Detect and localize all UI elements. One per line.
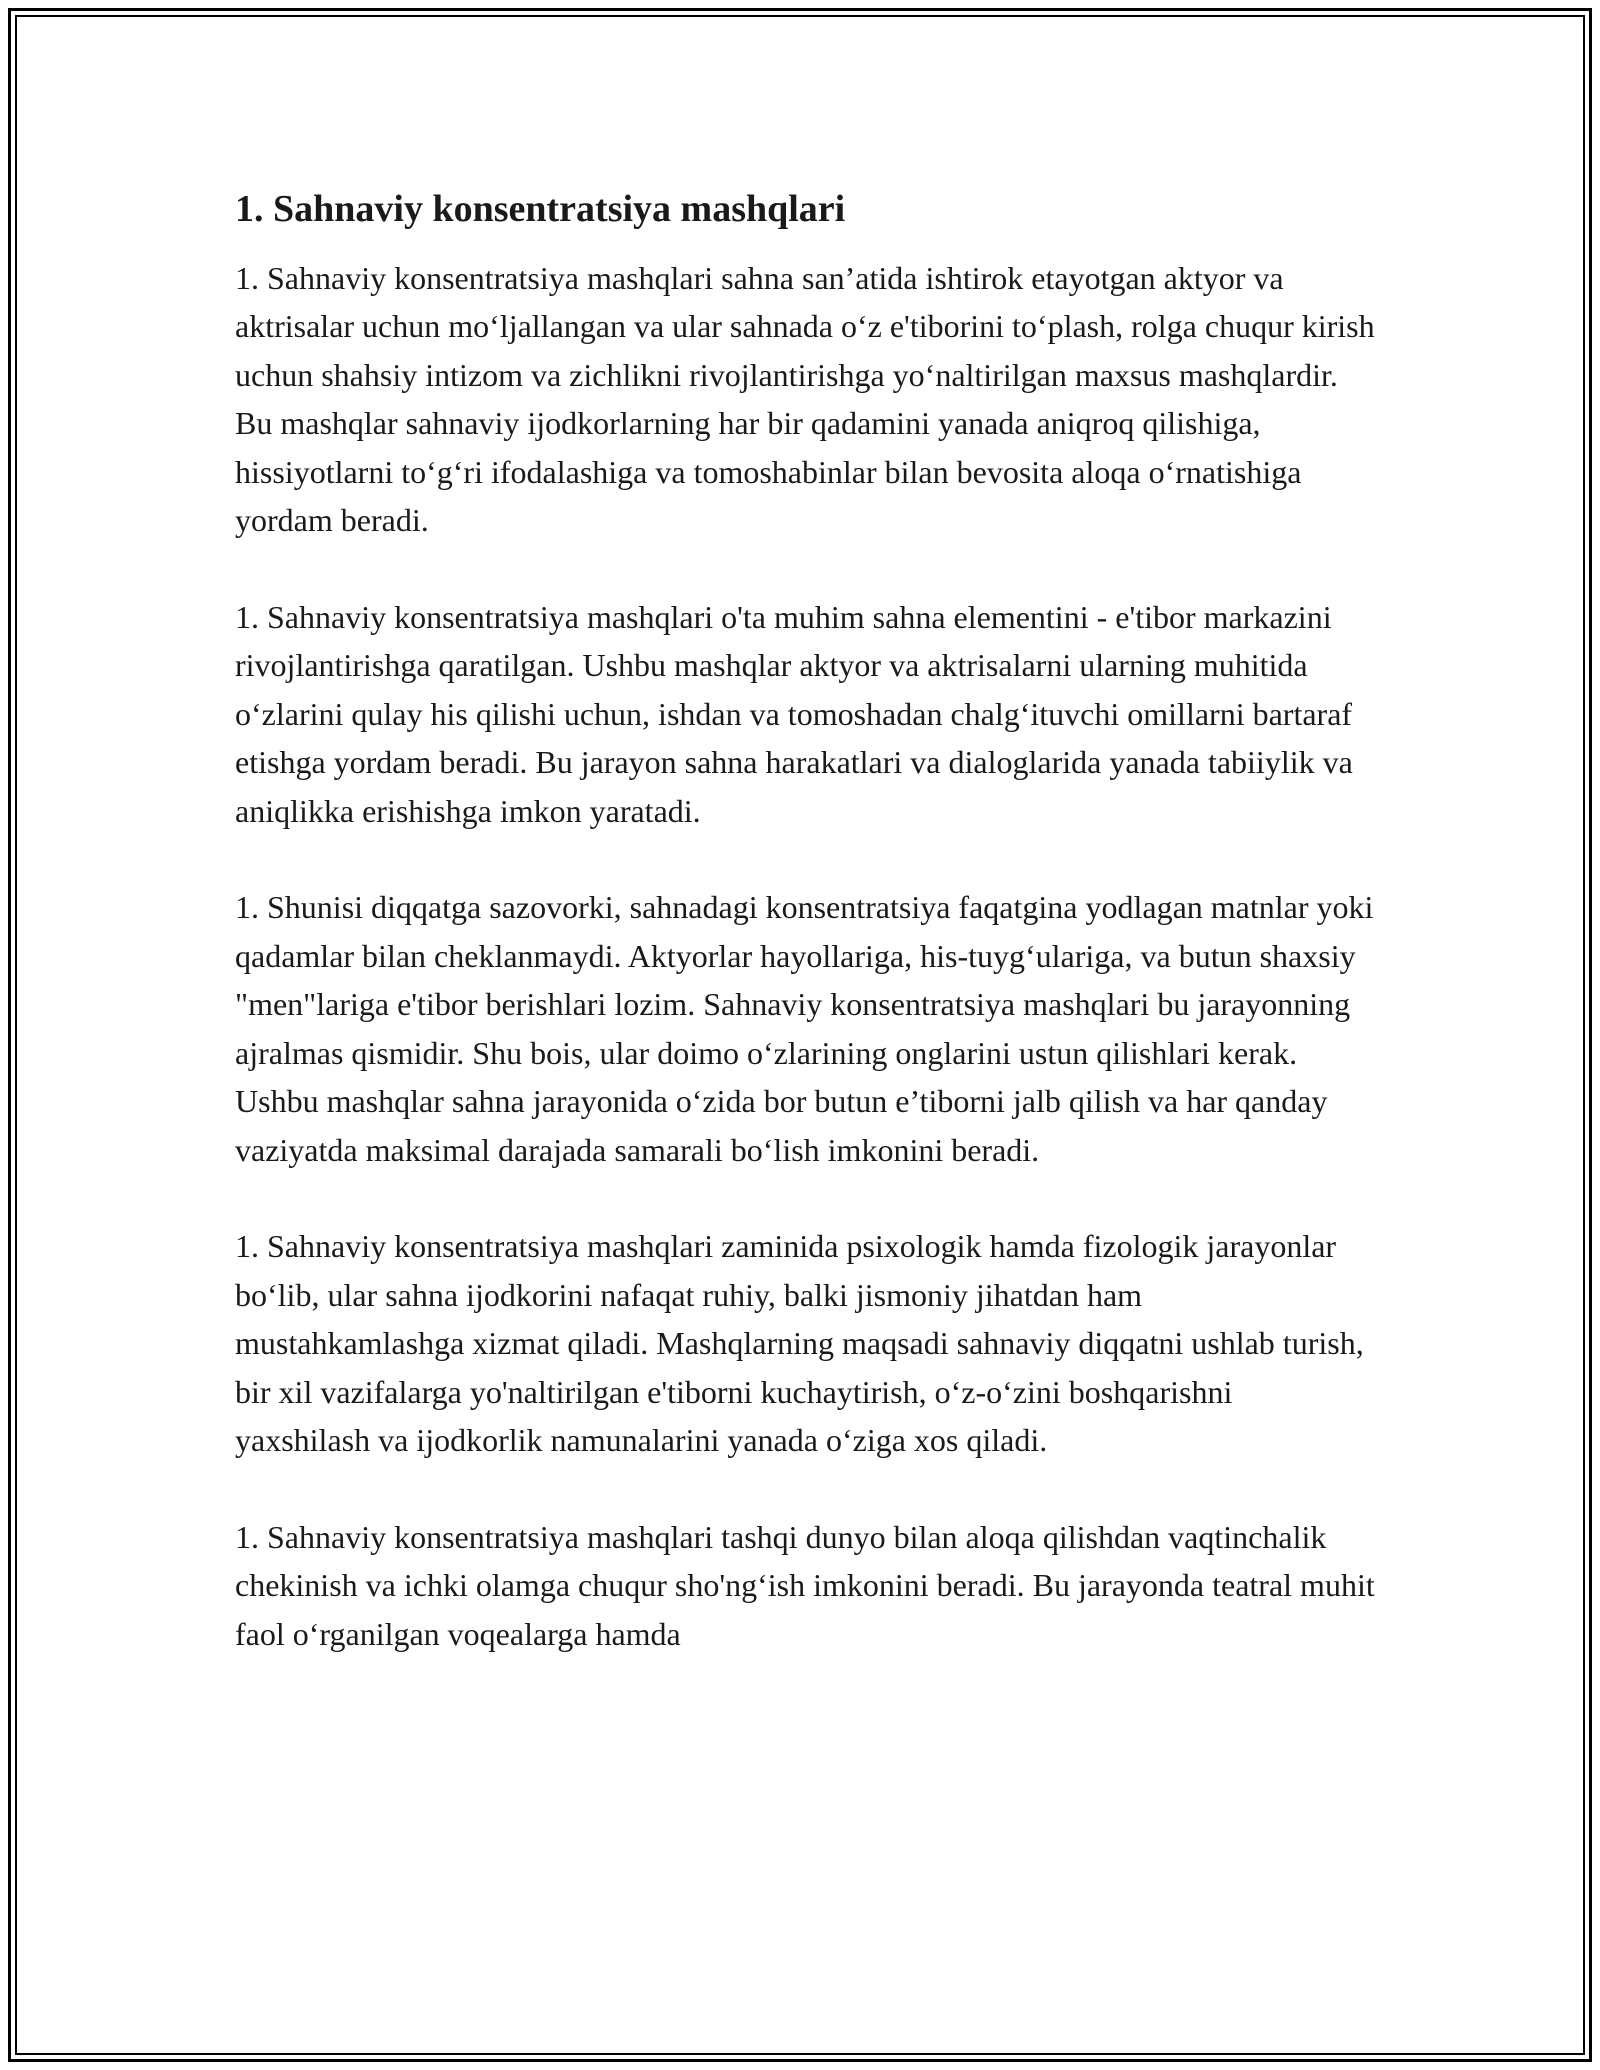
- paragraph: 1. Shunisi diqqatga sazovorki, sahnadagi konsentratsiya faqatgina yodlagan matnlar yoki qadamlar bilan cheklanmaydi. Aktyorlar hayollariga, his-tuyg‘ulariga, va butun shaxsiy "men"lariga e'tibor berishlari lozim. Sahnaviy konsentratsiya mashqlari bu jarayonning ajralmas qismidir. Shu bois, ular doimo o‘zlarining onglarini ustun qilishlari kerak. Ushbu mashqlar sahna jarayonida o‘zida bor butun e’tiborni jalb qilish va har qanday vaziyatda maksimal darajada samarali bo‘lish imkonini beradi.: [235, 889, 1374, 1168]
- paragraph: 1. Sahnaviy konsentratsiya mashqlari zaminida psixologik hamda fizologik jarayonlar bo‘lib, ular sahna ijodkorini nafaqat ruhiy, balki jismoniy jihatdan ham mustahkamlashga xizmat qiladi. Mashqlarning maqsadi sahnaviy diqqatni ushlab turish, bir xil vazifalarga yo'naltirilgan e'tiborni kuchaytirish, o‘z-o‘zini boshqarishni yaxshilash va ijodkorlik namunalarini yanada o‘ziga xos qiladi.: [235, 1228, 1364, 1458]
- document-body: [235, 186, 1375, 1706]
- paragraph: 1. Sahnaviy konsentratsiya mashqlari o'ta muhim sahna elementini - e'tibor markazini rivojlantirishga qaratilgan. Ushbu mashqlar aktyor va aktrisalarni ularning muhitida o‘zlarini qulay his qilishi uchun, ishdan va tomoshadan chalg‘ituvchi omillarni bartaraf etishga yordam beradi. Bu jarayon sahna harakatlari va dialoglarida yanada tabiiylik va aniqlikka erishishga imkon yaratadi.: [235, 598, 1353, 829]
- section-heading: 1. Sahnaviy konsentratsiya mashqlari: [235, 188, 846, 230]
- paragraph: 1. Sahnaviy konsentratsiya mashqlari sahna san’atida ishtirok etayotgan aktyor va aktrisalar uchun mo‘ljallangan va ular sahnada o‘z e'tiborini to‘plash, rolga chuqur kirish uchun shahsiy intizom va zichlikni rivojlantirishga yo‘naltirilgan maxsus mashqlardir. Bu mashqlar sahnaviy ijodkorlarning har bir qadamini yanada aniqroq qilishiga, hissiyotlarni to‘g‘ri ifodalashiga va tomoshabinlar bilan bevosita aloqa o‘rnatishiga yordam beradi.: [235, 259, 1375, 538]
- paragraph: 1. Sahnaviy konsentratsiya mashqlari tashqi dunyo bilan aloqa qilishdan vaqtinchalik chekinish va ichki olamga chuqur sho'ng‘ish imkonini beradi. Bu jarayonda teatral muhit faol o‘rganilgan voqealarga hamda: [235, 1518, 1375, 1652]
